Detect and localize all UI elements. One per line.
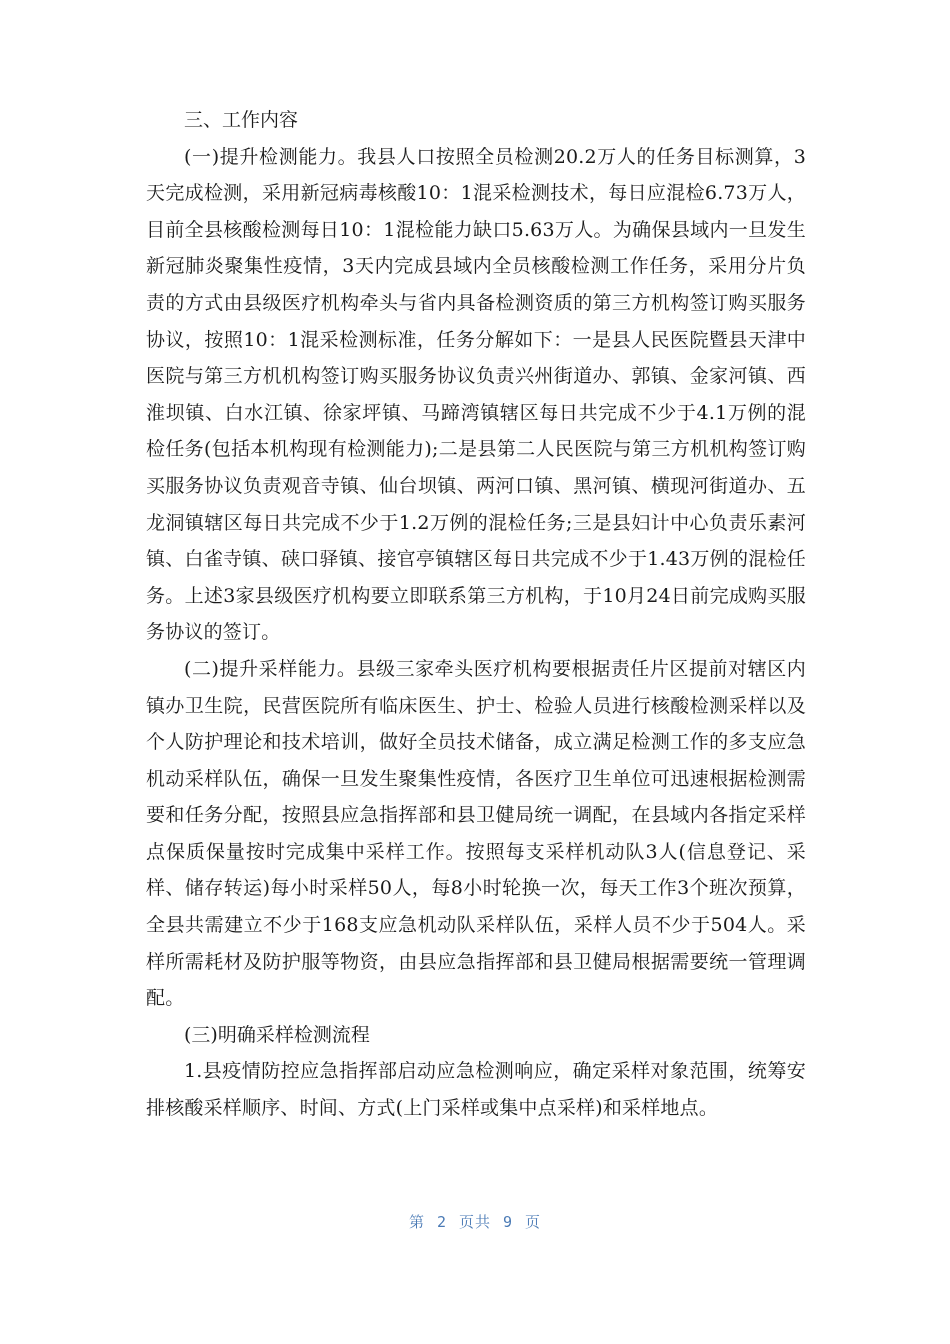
footer-prefix: 第 xyxy=(408,1213,425,1231)
footer-page-number: 2 xyxy=(436,1213,447,1231)
paragraph-process-step-1: 1.县疫情防控应急指挥部启动应急检测响应，确定采样对象范围，统筹安排核酸采样顺序、时间、方式(上门采样或集中点采样)和采样地点。 xyxy=(146,1060,806,1120)
footer-suffix: 页 xyxy=(525,1213,542,1231)
footer-middle: 页共 xyxy=(458,1213,491,1231)
section-heading: 三、工作内容 xyxy=(184,109,299,131)
page-footer xyxy=(0,1211,950,1232)
subheading-sampling-process: (三)明确采样检测流程 xyxy=(184,1023,370,1046)
paragraph-sampling-capacity: (二)提升采样能力。县级三家牵头医疗机构要根据责任片区提前对辖区内镇办卫生院，民营医院所有临床医生、护士、检验人员进行核酸检测采样以及个人防护理论和技术培训，做好全员技术储备，成立满足检测工作的多支应急机动采样队伍，确保一旦发生聚集性疫情，各医疗卫生单位可迅速根据检测需要和任务分配，按照县应急指挥部和县卫健局统一调配，在县域内各指定采样点保质保量按时完成集中采样工作。按照每支采样机动队3人(信息登记、采样、储存转运)每小时采样50人，每8小时轮换一次，每天工作3个班次预算，全县共需建立不少于168支应急机动队采样队伍，采样人员不少于504人。采样所需耗材及防护服等物资，由县应急指挥部和县卫健局根据需要统一管理调配。 xyxy=(146,657,806,1010)
footer-page-total: 9 xyxy=(503,1213,514,1231)
document-body xyxy=(146,102,806,1127)
paragraph-testing-capacity: (一)提升检测能力。我县人口按照全员检测20.2万人的任务目标测算，3天完成检测，采用新冠病毒核酸10：1混采检测技术，每日应混检6.73万人，目前全县核酸检测每日10：1混检能力缺口5.63万人。为确保县域内一旦发生新冠肺炎聚集性疫情，3天内完成县域内全员核酸检测工作任务，采用分片负责的方式由县级医疗机构牵头与省内具备检测资质的第三方机构签订购买服务协议，按照10：1混采检测标准，任务分解如下：一是县人民医院暨县天津中医院与第三方机机构签订购买服务协议负责兴州街道办、郭镇、金家河镇、西淮坝镇、白水江镇、徐家坪镇、马蹄湾镇辖区每日共完成不少于4.1万例的混检任务(包括本机构现有检测能力);二是县第二人民医院与第三方机机构签订购买服务协议负责观音寺镇、仙台坝镇、两河口镇、黑河镇、横现河街道办、五龙洞镇辖区每日共完成不少于1.2万例的混检任务;三是县妇计中心负责乐素河镇、白雀寺镇、硖口驿镇、接官亭镇辖区每日共完成不少于1.43万例的混检任务。上述3家县级医疗机构要立即联系第三方机构，于10月24日前完成购买服务协议的签订。 xyxy=(146,145,806,644)
